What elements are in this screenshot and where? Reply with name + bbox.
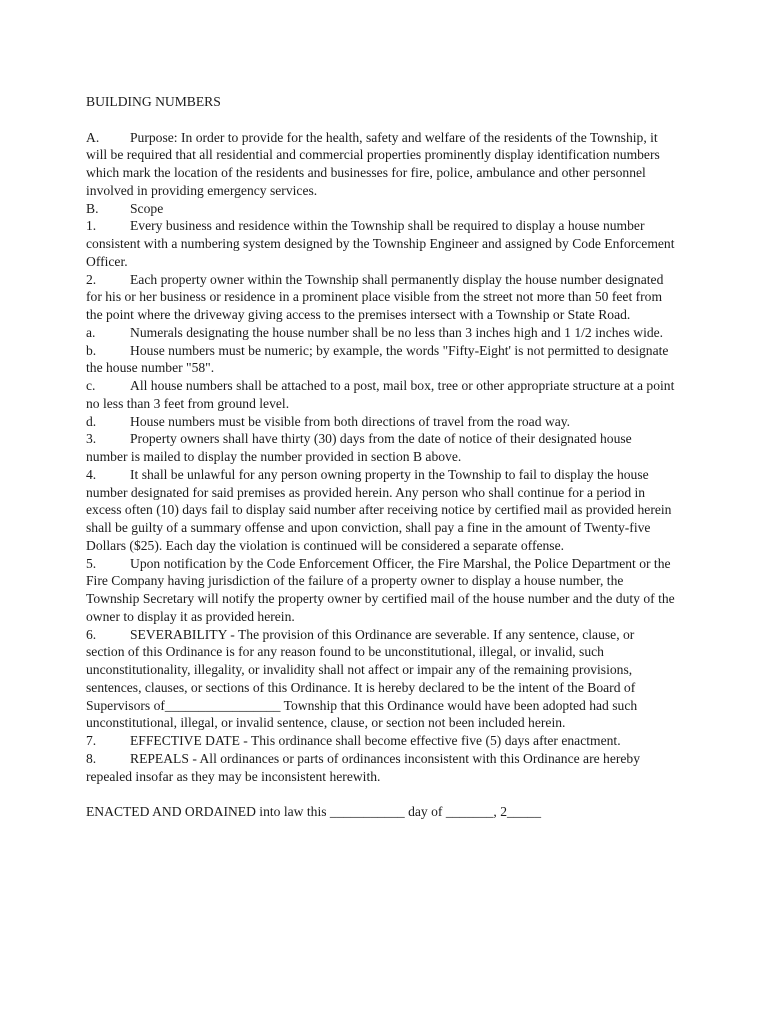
section-label: 2.	[86, 271, 97, 287]
section-label: a.	[86, 324, 96, 340]
section-text: Upon notification by the Code Enforcement Officer, the Fire Marshal, the Police Department or the Fire Company having jurisdiction of the failure of a property owner to display a house number, the Township Secretary will notify the property owner by certified mail of the house number and the duty of the owner to display it as provided herein.	[86, 555, 675, 624]
section-b	[86, 200, 676, 218]
section-label: 8.	[86, 750, 97, 766]
section-text: House numbers must be numeric; by example, the words "Fifty-Eight' is not permitted to designate the house number "58".	[86, 342, 669, 376]
section-2	[86, 271, 676, 324]
section-text: REPEALS - All ordinances or parts of ordinances inconsistent with this Ordinance are hereby repealed insofar as they may be inconsistent herewith.	[86, 750, 641, 784]
section-label: A.	[86, 129, 100, 145]
section-1	[86, 217, 676, 270]
section-label: c.	[86, 378, 96, 393]
section-label: d.	[86, 413, 97, 429]
section-5	[86, 555, 676, 626]
section-label: 6.	[86, 626, 97, 642]
document-title: BUILDING NUMBERS	[86, 94, 221, 109]
section-text: Scope	[130, 200, 164, 216]
section-text: Each property owner within the Township shall permanently display the house number designated for his or her business or residence in a prominent place visible from the street not more than 50 feet from the point where the driveway giving access to the premises intersect with a Township or State Road.	[86, 271, 664, 322]
section-text: Every business and residence within the Township shall be required to display a house number consistent with a numbering system designed by the Township Engineer and assigned by Code Enforcement Officer.	[86, 218, 675, 269]
section-2a	[86, 324, 676, 342]
section-label: b.	[86, 342, 97, 358]
section-4	[86, 466, 676, 555]
section-7	[86, 732, 676, 750]
section-8	[86, 750, 676, 786]
section-text: All house numbers shall be attached to a post, mail box, tree or other appropriate structure at a point no less than 3 feet from ground level.	[86, 378, 675, 411]
section-6	[86, 626, 676, 733]
section-label: B.	[86, 200, 99, 216]
section-text: Property owners shall have thirty (30) days from the date of notice of their designated house number is mailed to display the number provided in section B above.	[86, 431, 632, 464]
section-text: House numbers must be visible from both directions of travel from the road way.	[130, 413, 571, 429]
section-label: 3.	[86, 431, 97, 447]
section-a	[86, 129, 676, 200]
enacted-line: ENACTED AND ORDAINED into law this ___________ day of _______, 2_____	[86, 804, 541, 819]
section-text: It shall be unlawful for any person owning property in the Township to fail to display the house number designated for said premises as provided herein. Any person who shall continue for a period in excess often (10) days fail to display said number after receiving notice by certified mail as provided herein shall be guilty of a summary offense and upon conviction, shall pay a fine in the amount of Twenty-five Dollars ($25). Each day the violation is continued will be considered a separate offense.	[86, 466, 672, 553]
section-label: 4.	[86, 466, 97, 482]
section-text: Purpose: In order to provide for the health, safety and welfare of the residents of the Township, it will be required that all residential and commercial properties prominently display identification numbers which mark the location of the residents and businesses for fire, police, ambulance and other personnel involved in providing emergency services.	[86, 129, 660, 198]
section-label: 7.	[86, 733, 97, 748]
section-2c	[86, 377, 676, 413]
section-text: EFFECTIVE DATE - This ordinance shall become effective five (5) days after enactment.	[130, 733, 621, 748]
section-2d	[86, 413, 676, 431]
section-text: SEVERABILITY - The provision of this Ordinance are severable. If any sentence, clause, or section of this Ordinance is for any reason found to be unconstitutional, illegal, or invalid, such unconstitutionality, illegality, or invalidity shall not affect or impair any of the remaining provisions, sentences, clauses, or sections of this Ordinance. It is hereby declared to be the intent of the Board of Supervisors of_________________ Township that this Ordinance would have been adopted had such unconstitutional, illegal, or invalid sentence, clause, or section not been included herein.	[86, 626, 638, 731]
section-3	[86, 430, 676, 466]
section-2b	[86, 342, 676, 378]
section-label: 1.	[86, 218, 97, 234]
section-text: Numerals designating the house number shall be no less than 3 inches high and 1 1/2 inches wide.	[130, 324, 664, 340]
section-label: 5.	[86, 555, 97, 571]
document-page	[86, 93, 676, 821]
